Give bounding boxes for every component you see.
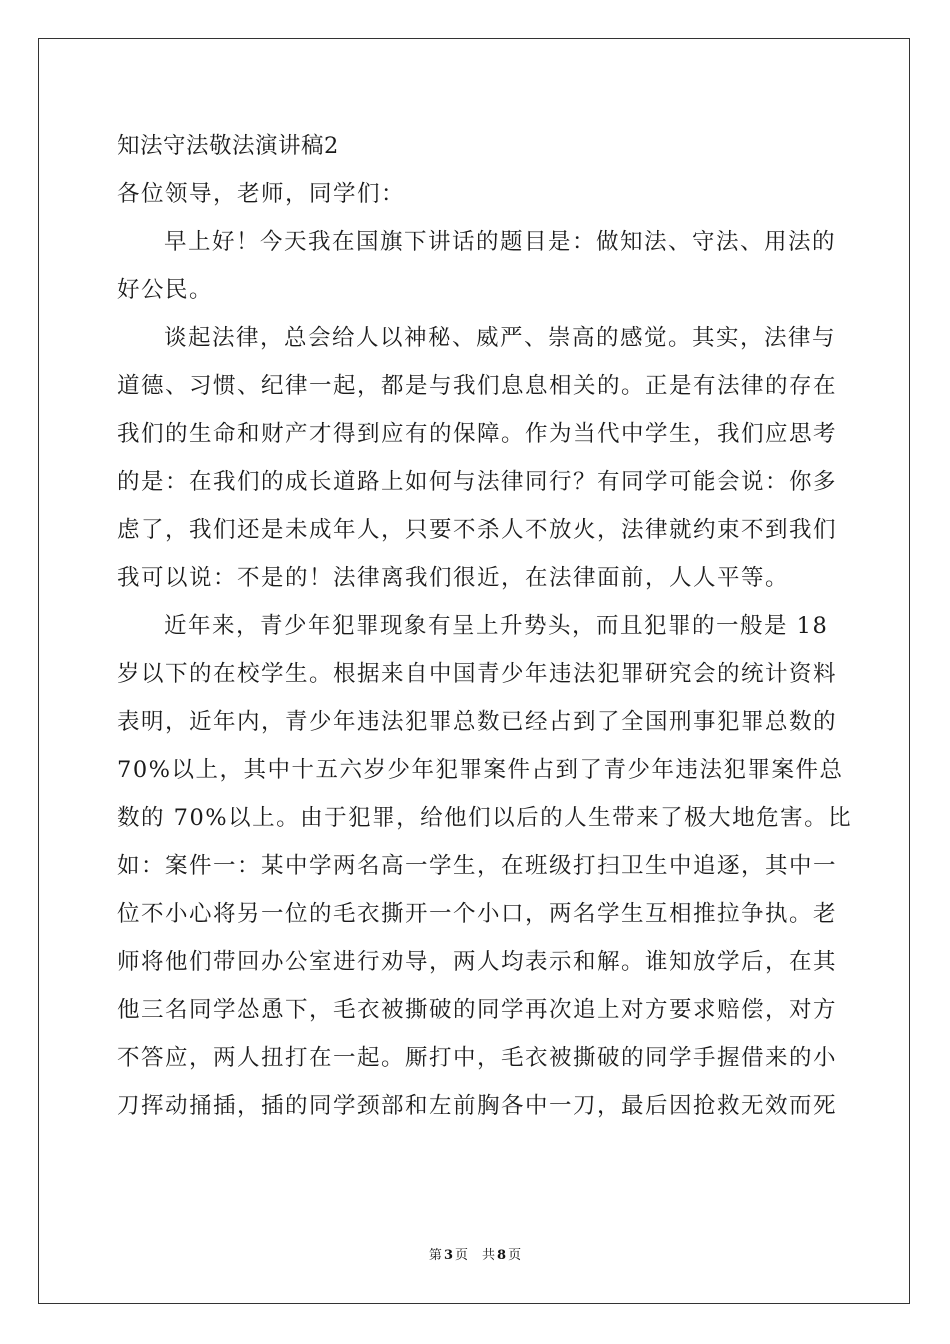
paragraph-line: 虑了，我们还是未成年人，只要不杀人不放火，法律就约束不到我们	[117, 517, 838, 543]
page-footer	[0, 1244, 950, 1263]
paragraph-line: 刀挥动捅插，插的同学颈部和左前胸各中一刀，最后因抢救无效而死	[117, 1093, 838, 1119]
paragraph-line: 我可以说：不是的！法律离我们很近，在法律面前，人人平等。	[117, 565, 790, 591]
paragraph-line: 早上好！今天我在国旗下讲话的题目是：做知法、守法、用法的	[164, 229, 837, 255]
paragraph-line: 的是：在我们的成长道路上如何与法律同行？有同学可能会说：你多	[117, 469, 838, 495]
paragraph-line: 数的 70%以上。由于犯罪，给他们以后的人生带来了极大地危害。比	[117, 805, 853, 831]
document-title: 知法守法敬法演讲稿2	[117, 133, 339, 159]
paragraph-line: 师将他们带回办公室进行劝导，两人均表示和解。谁知放学后，在其	[117, 949, 838, 975]
greeting: 各位领导，老师，同学们：	[117, 181, 406, 207]
document-body	[117, 126, 853, 1134]
paragraph-line: 近年来，青少年犯罪现象有呈上升势头，而且犯罪的一般是 18	[164, 613, 829, 639]
page-suffix: 页	[454, 1248, 468, 1263]
total-suffix: 页	[508, 1248, 522, 1263]
paragraph-line: 70%以上，其中十五六岁少年犯罪案件占到了青少年违法犯罪案件总	[117, 757, 844, 783]
paragraph-line: 位不小心将另一位的毛衣撕开一个小口，两名学生互相推拉争执。老	[117, 901, 838, 927]
page-number: 3	[443, 1248, 453, 1263]
paragraph-line: 谈起法律，总会给人以神秘、威严、崇高的感觉。其实，法律与	[164, 325, 837, 351]
paragraph-line: 表明，近年内，青少年违法犯罪总数已经占到了全国刑事犯罪总数的	[117, 709, 838, 735]
paragraph-line: 好公民。	[117, 277, 214, 303]
paragraph-line: 岁以下的在校学生。根据来自中国青少年违法犯罪研究会的统计资料	[117, 661, 838, 687]
paragraph-line: 如：案件一：某中学两名高一学生，在班级打扫卫生中追逐，其中一	[117, 853, 838, 879]
paragraph-line: 我们的生命和财产才得到应有的保障。作为当代中学生，我们应思考	[117, 421, 838, 447]
paragraph-line: 不答应，两人扭打在一起。厮打中，毛衣被撕破的同学手握借来的小	[117, 1045, 838, 1071]
paragraph-line: 道德、习惯、纪律一起，都是与我们息息相关的。正是有法律的存在	[117, 373, 838, 399]
page-total: 8	[497, 1248, 507, 1263]
total-prefix: 共	[482, 1248, 496, 1263]
page-prefix: 第	[428, 1248, 442, 1263]
paragraph-line: 他三名同学怂恿下，毛衣被撕破的同学再次追上对方要求赔偿，对方	[117, 997, 838, 1023]
